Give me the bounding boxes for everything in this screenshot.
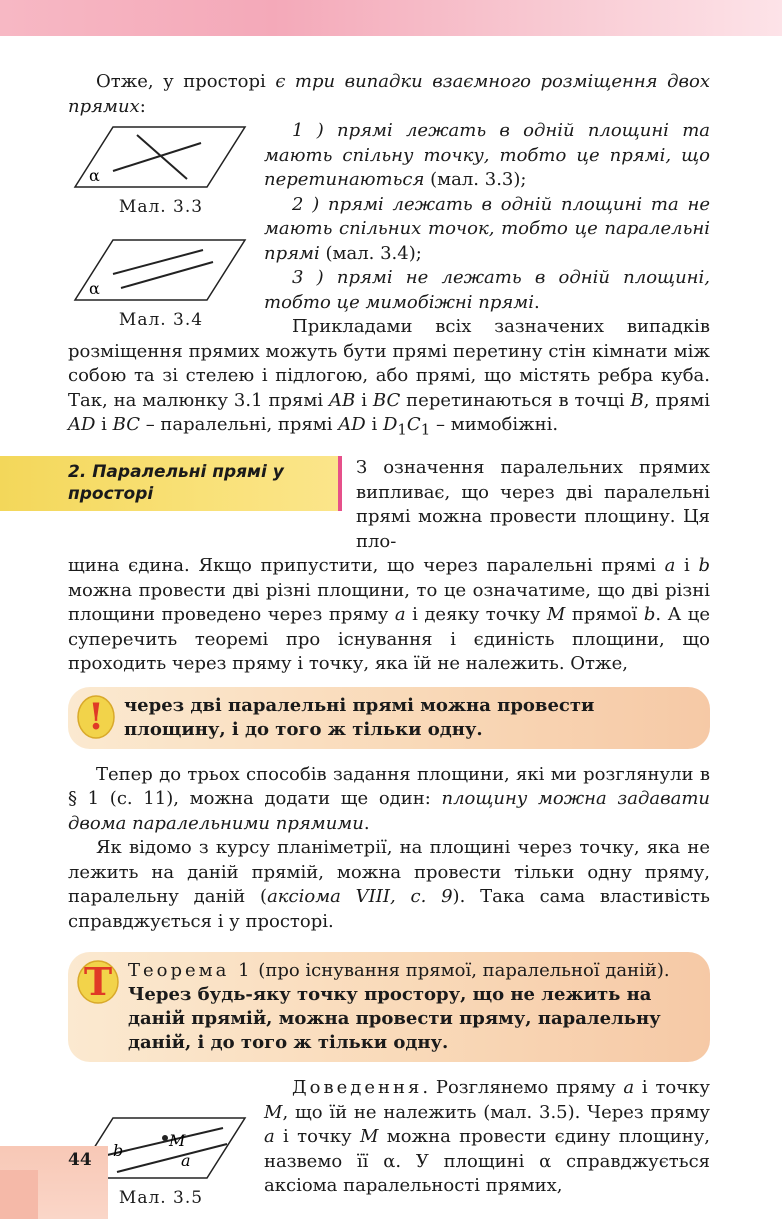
examples-paragraph: Прикладами всіх зазначених випадків розміщення прямих можуть бути прямі перетину стін кімнати між собою та зі стелею і підлогою, або прямі, що містять ребра куба. Так, на малюнку 3.1 прямі AB і BC перетинаються в точці B, прямі AD і BC – паралельні, прямі AD і $D_1C_1$ – мимобіжні.	[68, 316, 711, 439]
page-number: 44	[68, 1150, 92, 1170]
important-callout	[68, 687, 710, 749]
figure-3-3	[68, 125, 254, 220]
theorem-callout	[68, 952, 710, 1062]
figure-3-4-drawing	[73, 238, 249, 302]
section-heading: 2. Паралельні прямі у просторі	[0, 456, 342, 511]
case-3: 3 ) прямі не лежать в одній площині, тобто це мимобіжні прямі.	[264, 267, 710, 313]
theorem-title: (про існування прямої, паралельної даній).	[252, 960, 670, 982]
figure-3-4	[68, 238, 254, 333]
figure-3-4-plane-label: α	[89, 278, 100, 298]
figure-3-5-caption: Мал. 3.5	[118, 1188, 204, 1209]
figure-3-3-drawing	[73, 125, 249, 189]
theorem-text: Через будь-яку точку простору, що не лежить на даній прямій, можна провести пряму, паралельну даній, і до того ж тільки одну.	[128, 984, 661, 1054]
page-content	[68, 70, 710, 1215]
proof-paragraph: Доведення. Розглянемо пряму a і точку M, що їй не належить (мал. 3.5). Через пряму a і точку M можна провести єдину площину, назвемо її α. У площині α справджується аксіома паралельності прямих,	[264, 1077, 711, 1197]
figure-3-5-line-b-label: b	[113, 1141, 124, 1161]
figure-3-4-caption: Мал. 3.4	[118, 309, 204, 330]
intro-paragraph: Отже, у просторі є три випадки взаємного розміщення двох прямих:	[68, 71, 710, 117]
methods-paragraph: Тепер до трьох способів задання площини, які ми розглянули в § 1 (с. 11), можна додати ще один: площину можна задавати двома паралельними прямими.	[68, 763, 710, 834]
case-1: 1 ) прямі лежать в одній площині та мають спільну точку, тобто це прямі, що перетинаються (мал. 3.3);	[264, 120, 710, 190]
theorem-t-icon: T	[76, 959, 120, 1005]
exclamation-icon: !	[76, 694, 116, 740]
bottom-decor-band-dark	[0, 1170, 38, 1219]
section-side-text: З означення паралельних прямих випливає, що через дві паралельні прямі можна провести площину. Ця пло-	[356, 457, 710, 552]
figure-3-3-plane-label: α	[89, 166, 100, 185]
theorem-label: Теорема 1	[128, 960, 253, 982]
important-callout-text: через дві паралельні прямі можна провести площину, і до того ж тільки одну.	[124, 694, 595, 740]
section-2-row	[68, 456, 710, 554]
section-paragraph: щина єдина. Якщо припустити, що через паралельні прямі a і b можна провести дві різні площини, то це означатиме, що дві різні площини проведено через пряму a і деяку точку M прямої b. А це суперечить теоремі про існування і єдиність площини, що проходить через пряму і точку, яка їй не належить. Отже,	[68, 555, 711, 675]
top-decor-band	[0, 0, 782, 36]
case-2: 2 ) прямі лежать в одній площині та не мають спільних точок, тобто це паралельні прямі (мал. 3.4);	[264, 193, 710, 264]
planimetry-paragraph: Як відомо з курсу планіметрії, на площині через точку, яка не лежить на даній прямій, можна провести тільки одну пряму, паралельну даній (аксіома VIII, с. 9). Така сама властивість справджується і у просторі.	[68, 837, 710, 932]
figure-3-3-caption: Мал. 3.3	[118, 197, 204, 217]
figure-3-5-point-m-label: M	[169, 1131, 186, 1151]
figure-3-5-line-a-label: a	[181, 1151, 191, 1171]
